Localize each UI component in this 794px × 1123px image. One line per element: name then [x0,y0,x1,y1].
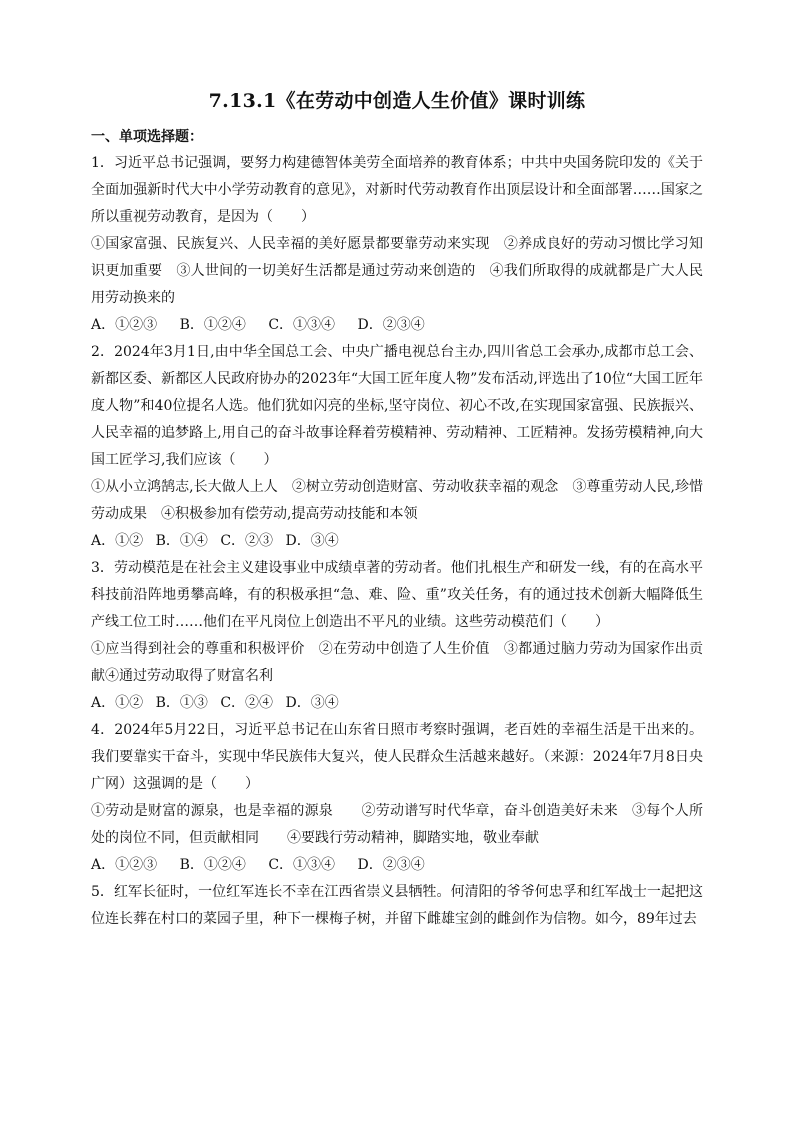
question-statements: ①从小立鸿鹄志,长大做人上人 ②树立劳动创造财富、劳动收获幸福的观念 ③尊重劳动人民,珍惜劳动成果 ④积极参加有偿劳动,提高劳动技能和本领 [91,479,703,522]
answer-choices [91,852,703,879]
answer-choice-a: A．①② [91,533,144,549]
answer-choice-c: C．①③④ [268,857,336,873]
questions-list [91,150,703,933]
answer-choice-b: B．①②④ [179,317,246,333]
answer-choice-a: A．①②③ [91,317,158,333]
question-stem: 3．劳动模范是在社会主义建设事业中成绩卓著的劳动者。他们扎根生产和研发一线，有的在高水平科技前沿阵地勇攀高峰，有的积极承担“急、难、险、重”攻关任务，有的通过技术创新大幅降低生产线工位工时……他们在平凡岗位上创造出不平凡的业绩。这些劳动模范们（ ） [91,560,703,630]
question-3 [91,555,703,717]
answer-choice-c: C．①③④ [268,317,336,333]
answer-choice-d: D．②③④ [357,317,425,333]
page-title: 7.13.1《在劳动中创造人生价值》课时训练 [208,90,586,112]
section-heading: 一、单项选择题： [91,129,203,145]
answer-choice-b: B．①③ [155,695,208,711]
answer-choices [91,528,703,555]
answer-choice-c: C．②④ [220,695,274,711]
answer-choice-c: C．②③ [220,533,274,549]
question-stem: 5．红军长征时，一位红军连长不幸在江西省崇义县牺牲。何清阳的爷爷何忠孚和红军战士一起把这位连长葬在村口的菜园子里，种下一棵梅子树，并留下雌雄宝剑的雌剑作为信物。如今，89年过去 [91,884,703,927]
question-2 [91,339,703,555]
question-1 [91,150,703,339]
answer-choice-b: B．①④ [155,533,208,549]
question-statements: ①国家富强、民族复兴、人民幸福的美好愿景都要靠劳动来实现 ②养成良好的劳动习惯比学习知识更加重要 ③人世间的一切美好生活都是通过劳动来创造的 ④我们所取得的成就都是广大人民用劳动换来的 [91,236,703,306]
answer-choice-d: D．③④ [285,695,339,711]
question-statements: ①劳动是财富的源泉，也是幸福的源泉 ②劳动谱写时代华章，奋斗创造美好未来 ③每个人所处的岗位不同，但贡献相同 ④要践行劳动精神，脚踏实地，敬业奉献 [91,803,703,846]
answer-choice-a: A．①② [91,695,144,711]
answer-choices [91,690,703,717]
answer-choice-d: D．③④ [285,533,339,549]
answer-choice-b: B．①②④ [179,857,246,873]
answer-choice-a: A．①②③ [91,857,158,873]
question-stem: 1．习近平总书记强调，要努力构建德智体美劳全面培养的教育体系；中共中央国务院印发的《关于全面加强新时代大中小学劳动教育的意见》，对新时代劳动教育作出顶层设计和全面部署……国家之所以重视劳动教育，是因为（ ） [91,155,703,225]
question-5 [91,879,703,933]
question-4 [91,717,703,879]
answer-choices [91,312,703,339]
answer-choice-d: D．②③④ [357,857,425,873]
question-statements: ①应当得到社会的尊重和积极评价 ②在劳动中创造了人生价值 ③都通过脑力劳动为国家作出贡献④通过劳动取得了财富名利 [91,641,703,684]
question-stem: 4．2024年5月22日，习近平总书记在山东省日照市考察时强调，老百姓的幸福生活是干出来的。我们要靠实干奋斗，实现中华民族伟大复兴，使人民群众生活越来越好。（来源：2024年7月8日央广网）这强调的是（ ） [91,722,703,792]
question-stem: 2．2024年3月1日,由中华全国总工会、中央广播电视总台主办,四川省总工会承办,成都市总工会、新都区委、新都区人民政府协办的2023年“大国工匠年度人物”发布活动,评选出了10位“大国工匠年度人物”和40位提名人选。他们犹如闪亮的坐标,坚守岗位、初心不改,在实现国家富强、民族振兴、人民幸福的追梦路上,用自己的奋斗故事诠释着劳模精神、劳动精神、工匠精神。发扬劳模精神,向大国工匠学习,我们应该（ ） [91,344,703,468]
